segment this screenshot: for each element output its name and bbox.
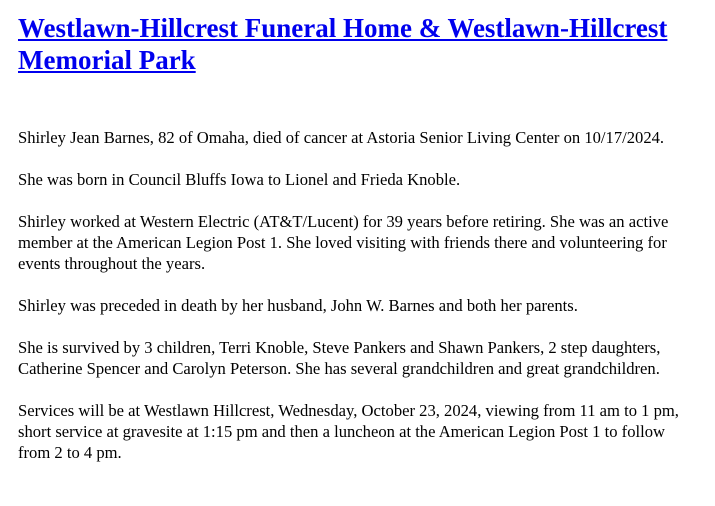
obituary-body bbox=[18, 127, 700, 463]
obituary-paragraph-preceded: Shirley was preceded in death by her husband, John W. Barnes and both her parents. bbox=[18, 296, 578, 315]
obituary-paragraph-services: Services will be at Westlawn Hillcrest, Wednesday, October 23, 2024, viewing from 11 am to 1 pm, short service at gravesite at 1:15 pm and then a luncheon at the American Legion Post 1 to follow from 2 to 4 pm. bbox=[18, 401, 679, 462]
header bbox=[18, 12, 700, 76]
obituary-page bbox=[18, 12, 700, 484]
obituary-paragraph-death: Shirley Jean Barnes, 82 of Omaha, died of cancer at Astoria Senior Living Center on 10/17/2024. bbox=[18, 128, 665, 147]
obituary-paragraph-birth: She was born in Council Bluffs Iowa to Lionel and Frieda Knoble. bbox=[18, 170, 461, 189]
funeral-home-title-link[interactable]: Westlawn-Hillcrest Funeral Home & Westlawn-Hillcrest Memorial Park bbox=[18, 13, 668, 75]
obituary-paragraph-survived: She is survived by 3 children, Terri Knoble, Steve Pankers and Shawn Pankers, 2 step daughters, Catherine Spencer and Carolyn Peterson. She has several grandchildren and great grandchildren. bbox=[18, 338, 661, 378]
obituary-paragraph-career: Shirley worked at Western Electric (AT&T/Lucent) for 39 years before retiring. She was an active member at the American Legion Post 1. She loved visiting with friends there and volunteering for events throughout the years. bbox=[18, 212, 669, 273]
